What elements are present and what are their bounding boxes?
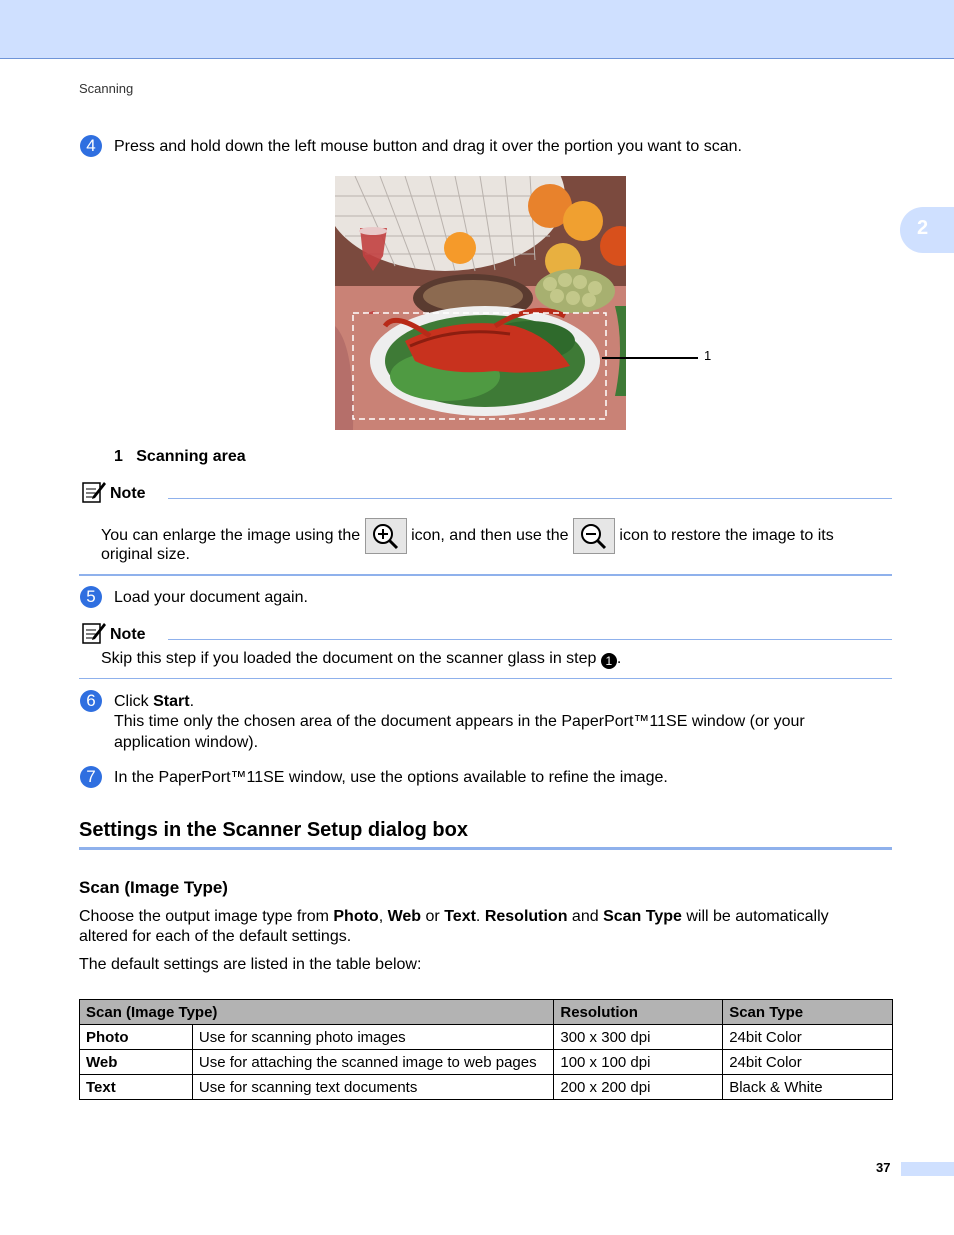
para-bold: Text [444, 908, 476, 925]
chapter-tab [900, 207, 954, 253]
step-5-text: Load your document again. [114, 589, 308, 606]
page-header-band [0, 0, 954, 59]
para-text: and [567, 908, 604, 925]
zoom-in-icon [365, 518, 407, 554]
note-label: Note [110, 485, 146, 502]
paragraph-2: The default settings are listed in the table below: [79, 956, 422, 973]
step-6-line-1 [114, 692, 194, 712]
caption-number: 1 [114, 448, 123, 465]
table-row [80, 1025, 893, 1050]
para-bold: Web [387, 908, 422, 925]
caption-text: Scanning area [136, 448, 246, 465]
step-number-5: 5 [80, 586, 102, 608]
note-bottom-rule [79, 574, 892, 576]
cell-description: Use for scanning photo images [192, 1025, 553, 1050]
note-1-line-2: original size. [101, 546, 190, 563]
cell-description: Use for attaching the scanned image to web pages [192, 1050, 553, 1075]
note-label: Note [110, 626, 146, 643]
cell-description: Use for scanning text documents [192, 1075, 553, 1100]
note-pencil-icon [81, 480, 107, 509]
header-resolution: Resolution [554, 1000, 723, 1025]
cell-resolution: 300 x 300 dpi [554, 1025, 723, 1050]
callout-line [602, 357, 698, 359]
food-photo-illustration [335, 176, 626, 430]
subsection-heading: Scan (Image Type) [79, 878, 228, 897]
note-pencil-icon [81, 621, 107, 650]
step-text: Click [114, 693, 154, 710]
note-bottom-rule [79, 678, 892, 679]
note-text: You can enlarge the image using the [101, 527, 361, 545]
step-text: . [189, 693, 195, 710]
paragraph-1-line-2: altered for each of the default settings. [79, 928, 352, 945]
para-text: . [475, 908, 485, 925]
step-6-line-2: This time only the chosen area of the document appears in the PaperPort™11SE window (or your [114, 713, 805, 730]
page-number: 37 [876, 1160, 891, 1175]
step-6-line-3: application window). [114, 734, 259, 751]
section-heading: Settings in the Scanner Setup dialog box [79, 819, 468, 841]
step-7-text: In the PaperPort™11SE window, use the options available to refine the image. [114, 769, 668, 786]
table-row [80, 1050, 893, 1075]
step-reference-badge: 1 [601, 653, 617, 669]
callout-number: 1 [704, 348, 712, 363]
note-text: Skip this step if you loaded the document on the scanner glass in step [101, 650, 597, 667]
note-text: icon to restore the image to its [619, 527, 834, 545]
page-number-bar [901, 1162, 954, 1176]
para-bold: Resolution [484, 908, 568, 925]
para-text: , [378, 908, 388, 925]
chapter-number: 2 [917, 217, 929, 239]
para-bold: Photo [333, 908, 379, 925]
note-2-text [101, 649, 621, 669]
scan-preview-image [335, 176, 626, 430]
start-bold: Start [153, 693, 190, 710]
table-row [80, 1075, 893, 1100]
cell-type: Web [80, 1050, 193, 1075]
table-header-row [80, 1000, 893, 1025]
step-number-7: 7 [80, 766, 102, 788]
para-text: Choose the output image type from [79, 908, 334, 925]
paragraph-1-line-1 [79, 907, 829, 927]
step-4-text: Press and hold down the left mouse button and drag it over the portion you want to scan. [114, 138, 742, 155]
running-title: Scanning [79, 81, 134, 96]
para-text: will be automatically [681, 908, 829, 925]
header-scan-type: Scan Type [723, 1000, 893, 1025]
para-bold: Scan Type [603, 908, 682, 925]
note-1-line-1 [101, 518, 834, 554]
zoom-out-icon [573, 518, 615, 554]
cell-scan-type: 24bit Color [723, 1050, 893, 1075]
header-scan-image-type: Scan (Image Type) [80, 1000, 554, 1025]
note-top-rule [168, 639, 892, 640]
note-text: icon, and then use the [411, 527, 569, 545]
note-top-rule [168, 498, 892, 499]
cell-scan-type: 24bit Color [723, 1025, 893, 1050]
step-number-6: 6 [80, 690, 102, 712]
para-text: or [421, 908, 445, 925]
cell-type: Photo [80, 1025, 193, 1050]
cell-resolution: 100 x 100 dpi [554, 1050, 723, 1075]
cell-type: Text [80, 1075, 193, 1100]
cell-scan-type: Black & White [723, 1075, 893, 1100]
cell-resolution: 200 x 200 dpi [554, 1075, 723, 1100]
step-number-4: 4 [80, 135, 102, 157]
section-rule [79, 847, 892, 850]
default-settings-table [79, 999, 893, 1100]
note-end: . [616, 650, 622, 667]
figure-caption [114, 447, 246, 467]
